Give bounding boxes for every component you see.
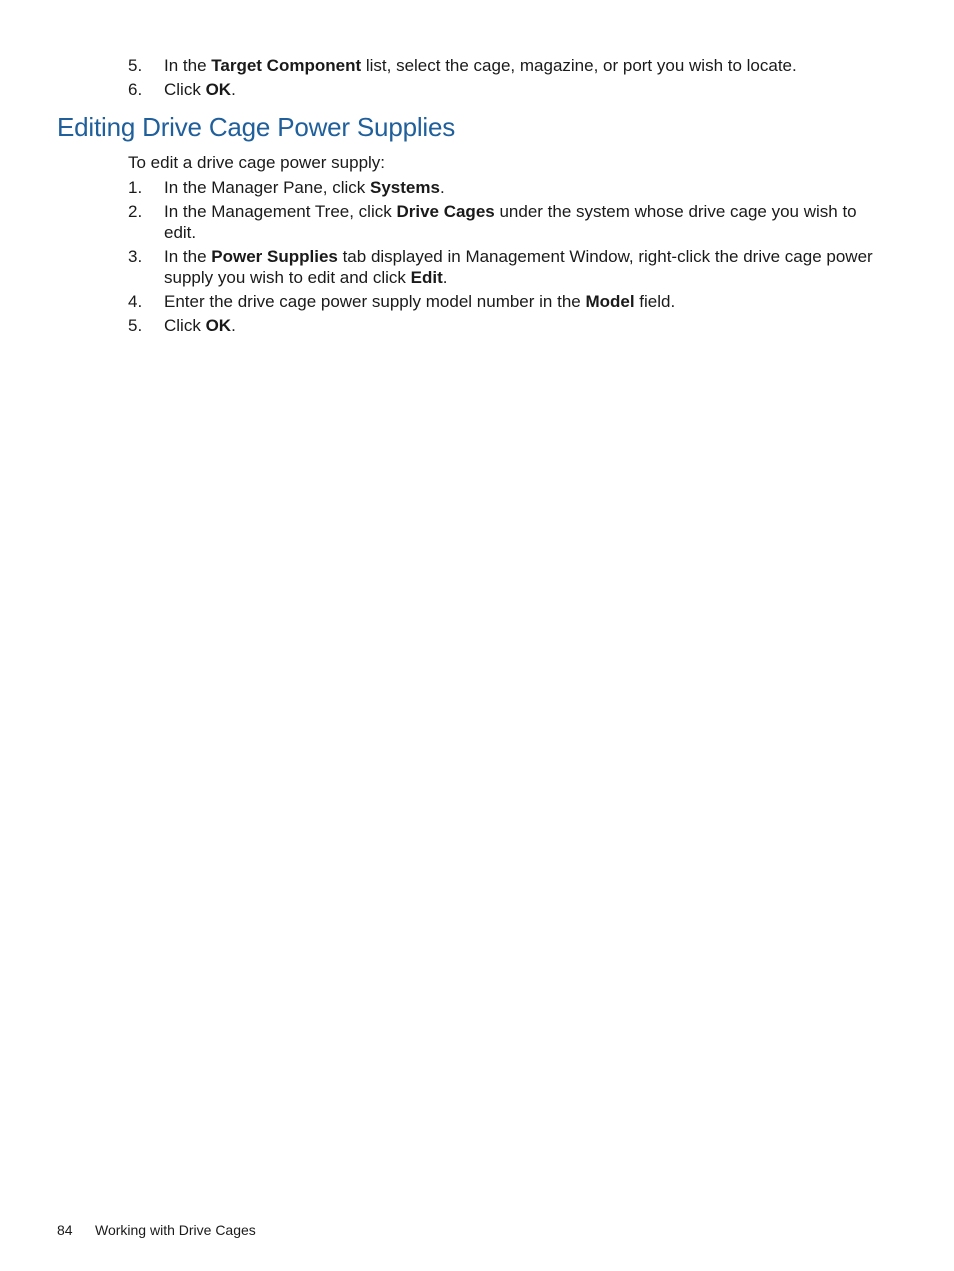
edit-step <box>128 201 888 243</box>
step-text: In the Power Supplies tab displayed in Management Window, right-click the drive cage power supply you wish to edit and click Edit. <box>164 247 873 287</box>
ui-term: Drive Cages <box>396 202 495 221</box>
step-number: 2. <box>128 202 143 221</box>
section-title: Editing Drive Cage Power Supplies <box>57 112 456 142</box>
step-text: Click OK. <box>164 80 236 99</box>
step-number: 1. <box>128 178 143 197</box>
step-text: In the Target Component list, select the cage, magazine, or port you wish to locate. <box>164 56 797 75</box>
ui-term: Edit <box>410 268 443 287</box>
page-number: 84 <box>57 1222 73 1238</box>
page-footer <box>57 1222 256 1238</box>
ui-term: OK <box>205 316 232 335</box>
step-number: 4. <box>128 292 143 311</box>
step-number: 5. <box>128 56 143 75</box>
chapter-title: Working with Drive Cages <box>95 1222 256 1238</box>
edit-step <box>128 246 888 288</box>
edit-step <box>128 177 888 198</box>
step-number: 5. <box>128 316 143 335</box>
step-number: 6. <box>128 80 143 99</box>
step-number: 3. <box>128 247 143 266</box>
ui-term: Target Component <box>211 56 362 75</box>
edit-step <box>128 291 888 312</box>
step-text: In the Management Tree, click Drive Cages under the system whose drive cage you wish to edit. <box>164 202 857 242</box>
edit-step <box>128 315 888 336</box>
previous-step <box>128 55 888 76</box>
ui-term: Systems <box>370 178 440 197</box>
ui-term: Power Supplies <box>211 247 338 266</box>
edit-steps-list <box>128 177 888 339</box>
ui-term: Model <box>585 292 635 311</box>
previous-steps-list <box>128 55 888 103</box>
step-text: Enter the drive cage power supply model number in the Model field. <box>164 292 676 311</box>
ui-term: OK <box>205 80 232 99</box>
previous-step <box>128 79 888 100</box>
section-intro: To edit a drive cage power supply: <box>128 153 386 172</box>
step-text: In the Manager Pane, click Systems. <box>164 178 445 197</box>
step-text: Click OK. <box>164 316 236 335</box>
